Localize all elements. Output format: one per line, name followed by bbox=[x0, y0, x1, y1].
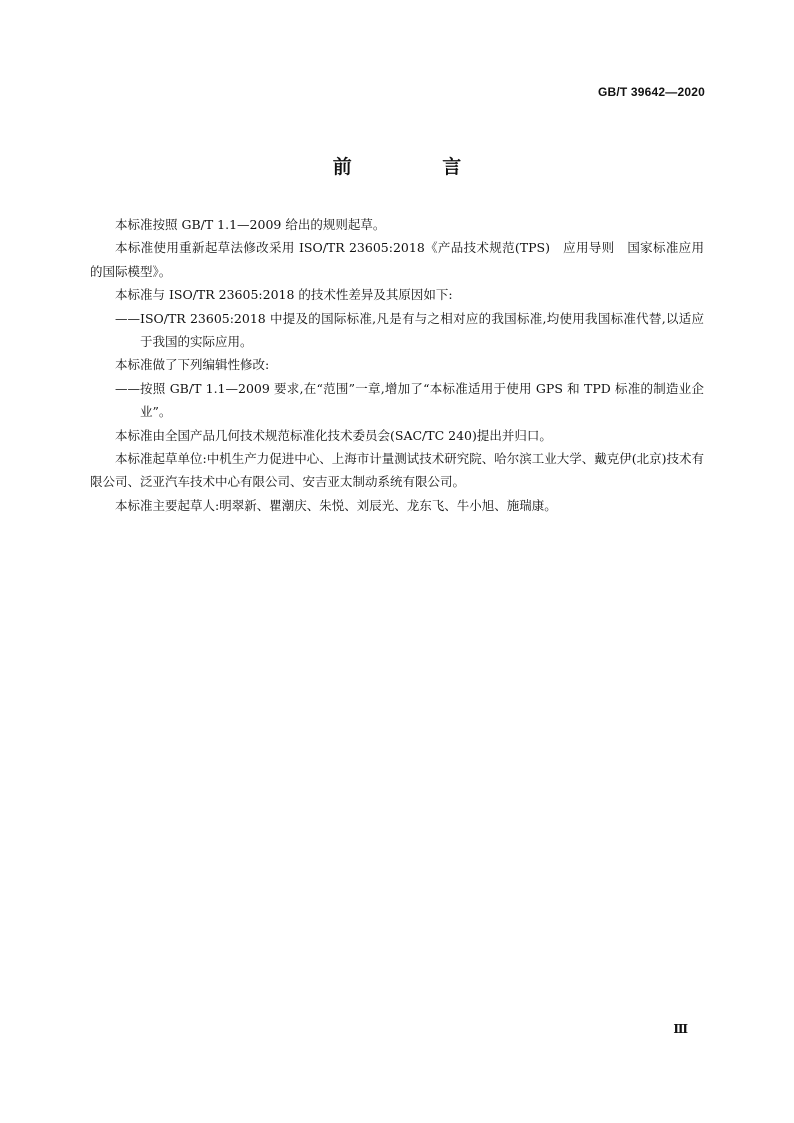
list-item-text: ISO/TR 23605:2018 中提及的国际标准,凡是有与之相对应的我国标准,均使用我国标准代替,以适应于我国的实际应用。 bbox=[140, 310, 704, 350]
paragraph-differences: 本标准与 ISO/TR 23605:2018 的技术性差异及其原因如下: bbox=[115, 287, 453, 303]
page-title: 前 言 bbox=[332, 156, 504, 178]
page-number: Ⅲ bbox=[673, 1022, 688, 1036]
paragraph-drafting-units: 本标准起草单位:中机生产力促进中心、上海市计量测试技术研究院、哈尔滨工业大学、戴克伊(北京)技术有限公司、泛亚汽车技术中心有限公司、安吉亚太制动系统有限公司。 bbox=[90, 451, 704, 490]
standard-code: GB/T 39642—2020 bbox=[597, 85, 705, 99]
list-item-editorial bbox=[90, 377, 704, 424]
paragraph-editorial: 本标准做了下列编辑性修改: bbox=[115, 357, 270, 373]
list-item-difference bbox=[90, 307, 704, 354]
paragraph-drafting-rules: 本标准按照 GB/T 1.1—2009 给出的规则起草。 bbox=[115, 217, 386, 232]
paragraph-proposer: 本标准由全国产品几何技术规范标准化技术委员会(SAC/TC 240)提出并归口。 bbox=[115, 427, 552, 443]
paragraph-drafters: 本标准主要起草人:明翠新、瞿潮庆、朱悦、刘辰光、龙东飞、牛小旭、施瑞康。 bbox=[115, 497, 557, 513]
list-item-text: 按照 GB/T 1.1—2009 要求,在“范围”一章,增加了“本标准适用于使用 GPS 和 TPD 标准的制造业企业”。 bbox=[140, 380, 704, 420]
paragraph-adoption: 本标准使用重新起草法修改采用 ISO/TR 23605:2018《产品技术规范(TPS) 应用导则 国家标准应用的国际模型》。 bbox=[90, 240, 704, 279]
dash-marker: —— bbox=[115, 310, 140, 326]
foreword-body bbox=[90, 213, 704, 517]
dash-marker: —— bbox=[115, 380, 140, 396]
